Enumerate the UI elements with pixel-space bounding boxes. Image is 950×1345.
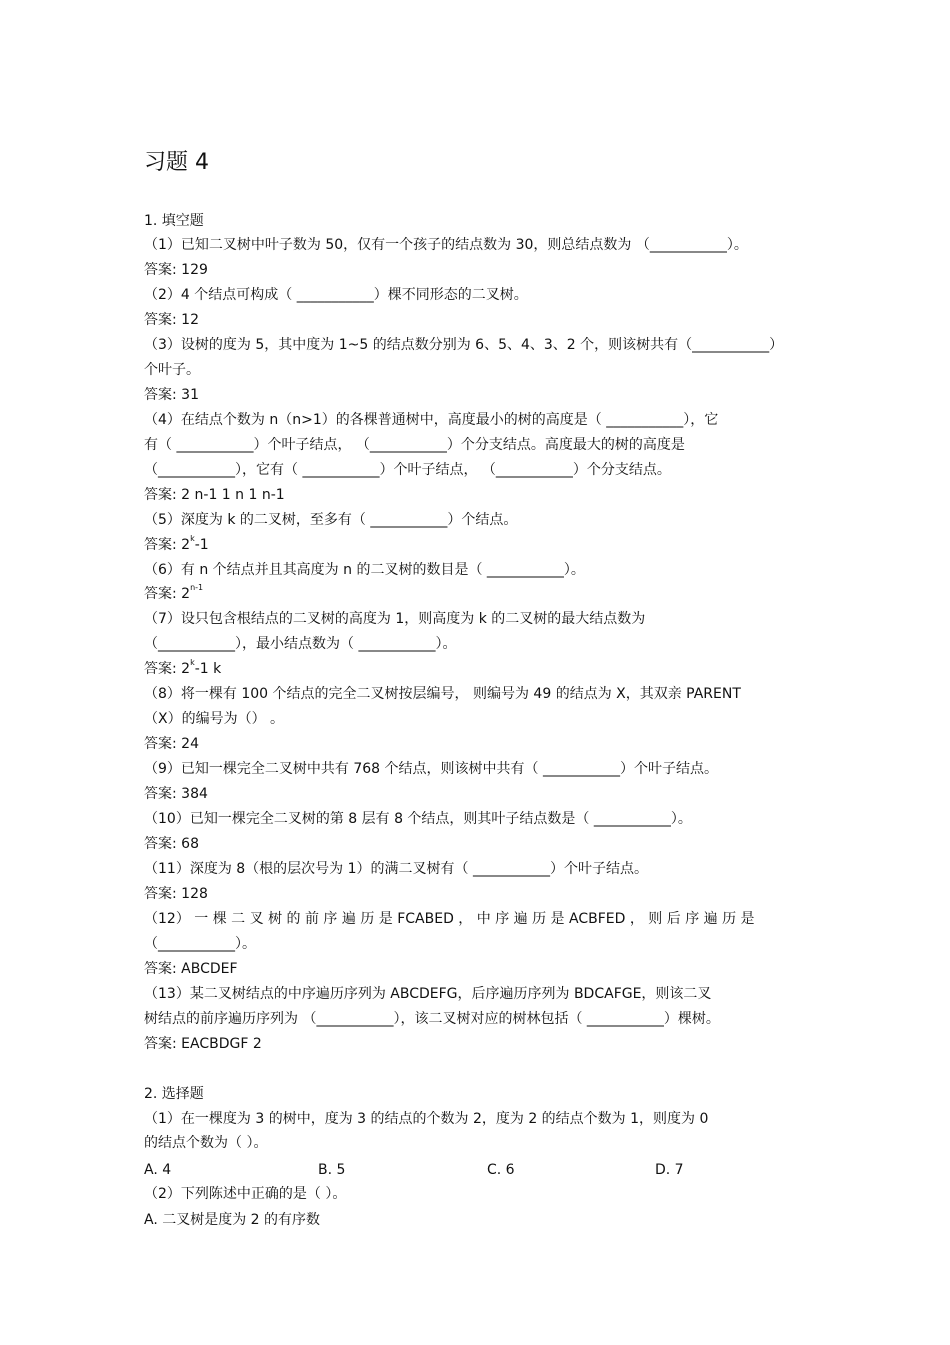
- question-8-line-2: （X）的编号为（） 。: [144, 711, 285, 727]
- choice-1-option-d: D. 7: [655, 1162, 684, 1178]
- question-3-line-1: （3）设树的度为 5，其中度为 1~5 的结点数分别为 6、5、4、3、2 个，则该树共有（___________）: [144, 337, 784, 353]
- choice-2-option-a: A. 二叉树是度为 2 的有序数: [144, 1212, 321, 1228]
- question-11: （11）深度为 8（根的层次号为 1）的满二叉树有（ ___________）个叶子结点。: [144, 861, 648, 877]
- question-7-line-1: （7）设只包含根结点的二叉树的高度为 1，则高度为 k 的二叉树的最大结点数为: [144, 611, 646, 627]
- question-10: （10）已知一棵完全二叉树的第 8 层有 8 个结点，则其叶子结点数是（ ___________）。: [144, 811, 692, 827]
- choice-1-option-a: A. 4: [144, 1162, 172, 1178]
- question-4-line-1: （4）在结点个数为 n（n>1）的各棵普通树中，高度最小的树的高度是（ ___________），它: [144, 412, 719, 428]
- question-3-line-2: 个叶子。: [144, 362, 200, 378]
- question-4-line-3: （___________），它有（ ___________）个叶子结点， （___________）个分支结点。: [144, 462, 671, 478]
- page-title: 习题 4: [144, 150, 209, 175]
- question-7-line-2: （___________），最小结点数为（ ___________）。: [144, 636, 457, 652]
- question-9: （9）已知一棵完全二叉树中共有 768 个结点，则该树中共有（ ___________）个叶子结点。: [144, 761, 718, 777]
- question-1: （1）已知二叉树中叶子数为 50，仅有一个孩子的结点数为 30，则总结点数为 （___________）。: [144, 237, 748, 253]
- answer-8: 答案: 24: [144, 736, 199, 752]
- answer-1: 答案: 129: [144, 262, 208, 278]
- question-13-line-1: （13）某二叉树结点的中序遍历序列为 ABCDEFG，后序遍历序列为 BDCAFGE，则该二叉: [144, 986, 712, 1002]
- answer-3: 答案: 31: [144, 387, 199, 403]
- answer-11: 答案: 128: [144, 886, 208, 902]
- question-2: （2）4 个结点可构成（ ___________）棵不同形态的二叉树。: [144, 287, 528, 303]
- answer-10: 答案: 68: [144, 836, 199, 852]
- answer-2: 答案: 12: [144, 312, 199, 328]
- answer-5-suffix: -1: [194, 537, 209, 553]
- choice-1-line-2: 的结点个数为（ ）。: [144, 1135, 268, 1151]
- answer-6-superscript: n-1: [190, 583, 204, 593]
- answer-6-prefix: 答案: 2: [144, 586, 191, 602]
- answer-6: [144, 584, 203, 604]
- choice-2: （2）下列陈述中正确的是（ ）。: [144, 1186, 347, 1202]
- answer-7-superscript: k: [190, 658, 195, 668]
- answer-4: 答案: 2 n-1 1 n 1 n-1: [144, 487, 285, 503]
- answer-5-prefix: 答案: 2: [144, 537, 191, 553]
- choice-1-option-b: B. 5: [318, 1162, 346, 1178]
- choice-1-line-1: （1）在一棵度为 3 的树中，度为 3 的结点的个数为 2，度为 2 的结点个数为 1，则度为 0: [144, 1111, 709, 1127]
- answer-7-suffix: -1 k: [194, 661, 222, 677]
- question-4-line-2: 有（ ___________）个叶子结点， （___________）个分支结点。高度最大的树的高度是: [144, 437, 685, 453]
- answer-5-superscript: k: [190, 534, 195, 544]
- answer-5: [144, 535, 209, 555]
- section-2-heading: 2. 选择题: [144, 1086, 204, 1102]
- question-12-line-1: （12） 一 棵 二 叉 树 的 前 序 遍 历 是 FCABED ， 中 序 遍 历 是 ACBFED ， 则 后 序 遍 历 是: [144, 911, 755, 927]
- answer-7-prefix: 答案: 2: [144, 661, 191, 677]
- question-6: （6）有 n 个结点并且其高度为 n 的二叉树的数目是（ ___________）。: [144, 562, 585, 578]
- question-13-line-2: 树结点的前序遍历序列为 （___________），该二叉树对应的树林包括（ ___________）棵树。: [144, 1011, 720, 1027]
- answer-7: [144, 659, 221, 679]
- answer-9: 答案: 384: [144, 786, 208, 802]
- question-5: （5）深度为 k 的二叉树，至多有（ ___________）个结点。: [144, 512, 518, 528]
- choice-1-option-c: C. 6: [487, 1162, 515, 1178]
- answer-13: 答案: EACBDGF 2: [144, 1036, 262, 1052]
- question-8-line-1: （8）将一棵有 100 个结点的完全二叉树按层编号， 则编号为 49 的结点为 X，其双亲 PARENT: [144, 686, 741, 702]
- section-1-heading: 1. 填空题: [144, 213, 204, 229]
- question-12-line-2: （___________）。: [144, 936, 256, 952]
- answer-12: 答案: ABCDEF: [144, 961, 238, 977]
